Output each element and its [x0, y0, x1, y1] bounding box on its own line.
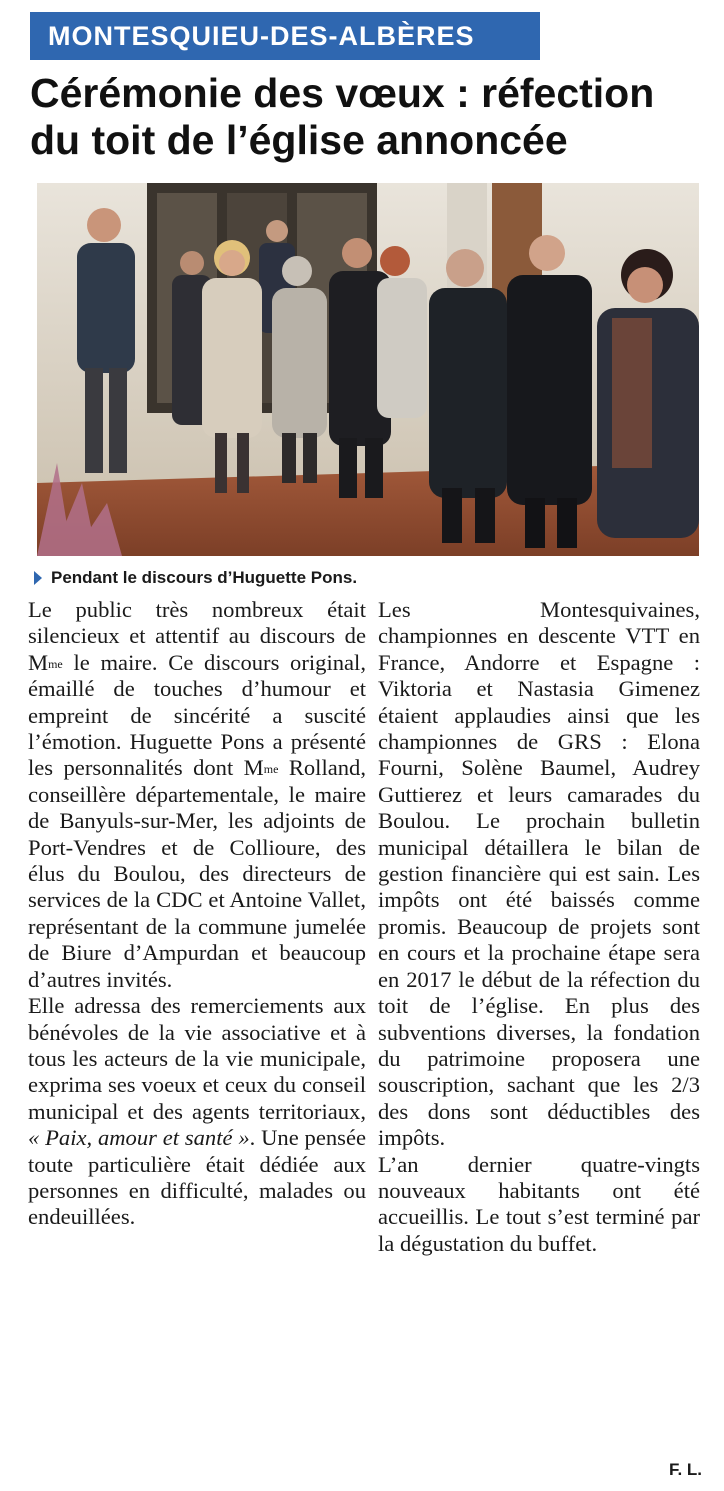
- article-paragraph: L’an dernier quatre-vingts nouveaux habitants ont été accueillis. Le tout s’est terminé par la dégustation du buffet.: [378, 1151, 700, 1256]
- quote-text: « Paix, amour et santé »: [28, 1125, 250, 1151]
- caption-text: Pendant le discours d’Huguette Pons.: [51, 568, 358, 587]
- text-run: Rolland, conseillère départementale, le maire de Banyuls-sur-Mer, les adjoints de Port-Vendres et de Collioure, des élus du Boulou, des directeurs de services de la CDC et Antoine Vallet, représentant de la commune jumelée de Biure d’Ampurdan et beaucoup d’autres invités.: [28, 755, 367, 992]
- text-run: Elle adressa des remerciements aux bénévoles de la vie associative et à tous les acteurs de la vie municipale, exprima ses voeux et ceux du conseil municipal et des agents territoriaux,: [28, 993, 366, 1124]
- article-paragraph: [28, 597, 366, 993]
- text-run: . Une pensée toute particulière était dédiée aux personnes en difficulté, malades ou endeuillées.: [28, 1125, 366, 1230]
- article-headline: Cérémonie des vœux : réfection du toit de l’église annoncée: [30, 70, 655, 163]
- article-column-left: [28, 597, 366, 1231]
- article-photo: [37, 183, 699, 556]
- section-kicker: MONTESQUIEU-DES-ALBÈRES: [30, 12, 540, 60]
- superscript: me: [263, 762, 279, 777]
- article-paragraph: [28, 993, 366, 1231]
- article-paragraph: Les Montesquivaines, championnes en descente VTT en France, Andorre et Espagne : Viktoria et Nastasia Gimenez étaient applaudies ainsi que les championnes de GRS : Elona Fourni, Solène Baumel, Audrey Guttierez et leurs camarades du Boulou. Le prochain bulletin municipal détaillera le bilan de gestion financière qui est sain. Les impôts ont été baissés comme promis. Beaucoup de projets sont en cours et la prochaine étape sera en 2017 le début de la réfection du toit de l’église. En plus des subventions diverses, la fondation du patrimoine proposera une souscription, sachant que les 2/3 des dons sont déductibles des impôts.: [378, 597, 700, 1151]
- author-byline: F. L.: [668, 1460, 702, 1479]
- text-run: Le public très nombreux était silencieux et attentif au discours de M: [28, 597, 366, 675]
- caption-marker-icon: [34, 571, 42, 585]
- text-run: le maire. Ce discours original, émaillé de touches d’humour et empreint de sincérité a suscité l’émotion. Huguette Pons a présenté les personnalités dont M: [28, 649, 366, 781]
- photo-crowd-illustration: [37, 183, 699, 556]
- article-column-right: [378, 597, 700, 1257]
- photo-caption: [34, 568, 694, 588]
- superscript: me: [48, 656, 63, 671]
